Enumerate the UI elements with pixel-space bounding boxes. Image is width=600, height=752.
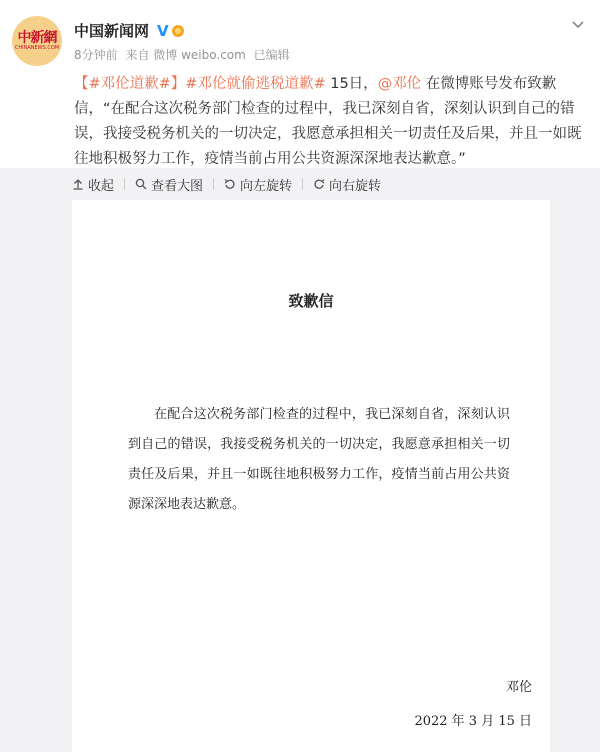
hashtag-link[interactable]: 【#邓伦道歉#】 xyxy=(74,76,186,92)
collapse-button[interactable] xyxy=(72,175,114,194)
rotate-right-label: 向右旋转 xyxy=(329,178,382,194)
apology-letter-image[interactable] xyxy=(72,200,550,752)
collapse-label: 收起 xyxy=(88,178,115,194)
view-large-button[interactable] xyxy=(135,175,203,194)
letter-date: 2022 年 3 月 15 日 xyxy=(414,714,532,729)
toolbar-divider xyxy=(124,178,125,190)
rotate-left-label: 向左旋转 xyxy=(240,178,293,194)
image-toolbar xyxy=(72,176,381,192)
toolbar-divider xyxy=(213,178,214,190)
post-text-segment: 在微博账号发布致歉信，“在配合这次税务部门检查的过程中，我已深刻自省，深刻认识到自己的错误，我接受税务机关的一切决定，我愿意承担相关一切责任及后果，并且一如既往地积极努力工作，疫情当前占用公共资源深深地表达歉意。” xyxy=(74,76,582,167)
post-source: 来自 微博 weibo.com xyxy=(125,48,246,62)
avatar[interactable] xyxy=(12,16,62,66)
account-name-row xyxy=(74,20,184,41)
rotate-left-button[interactable] xyxy=(224,175,292,194)
medal-icon xyxy=(172,25,184,37)
hashtag-link[interactable]: #邓伦就偷逃税道歉# xyxy=(185,76,326,92)
post-header xyxy=(0,0,600,70)
letter-body: 在配合这次税务部门检查的过程中，我已深刻自省，深刻认识到自己的错误，我接受税务机关的一切决定，我愿意承担相关一切责任及后果，并且一如既往地积极努力工作，疫情当前占用公共资源深深地表达歉意。 xyxy=(128,407,510,512)
post-time[interactable]: 8分钟前 xyxy=(74,48,118,62)
rotate-right-button[interactable] xyxy=(313,175,381,194)
view-large-label: 查看大图 xyxy=(151,178,204,194)
chevron-down-icon[interactable] xyxy=(570,16,586,32)
rotate-left-icon xyxy=(224,178,236,190)
account-name[interactable]: 中国新闻网 xyxy=(74,22,150,40)
avatar-logo-subtext: CHINANEWS.COM xyxy=(14,45,60,51)
post-text-segment: 15日， xyxy=(325,76,378,92)
mention-link[interactable]: @邓伦 xyxy=(377,76,422,92)
toolbar-divider xyxy=(302,178,303,190)
letter-title: 致歉信 xyxy=(288,292,334,310)
avatar-logo-text: 中新網 xyxy=(17,30,57,46)
rotate-right-icon xyxy=(313,178,325,190)
edited-label[interactable]: 已编辑 xyxy=(253,48,290,62)
post-meta xyxy=(74,46,294,63)
image-viewer xyxy=(0,168,600,752)
post-text xyxy=(74,72,586,172)
search-icon xyxy=(135,178,147,190)
verified-icon: V xyxy=(157,21,169,40)
letter-signer: 邓伦 xyxy=(505,680,532,695)
collapse-icon xyxy=(72,178,84,190)
